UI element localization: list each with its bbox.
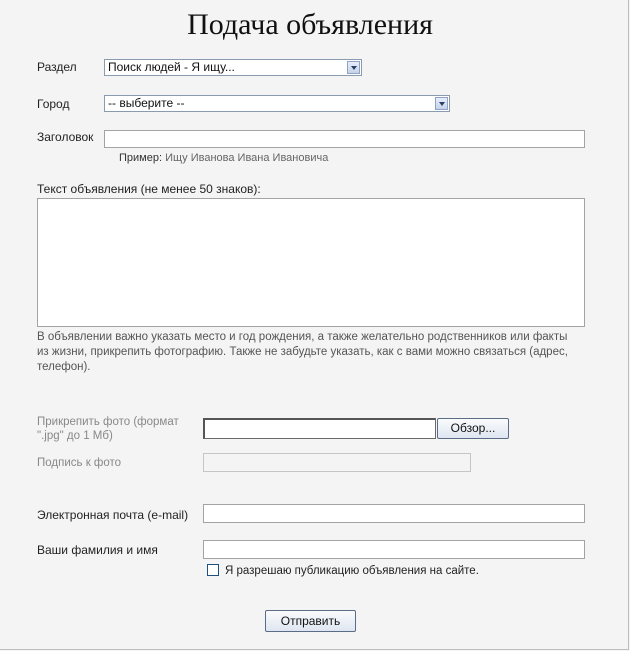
consent-label: Я разрешаю публикацию объявления на сайте.: [225, 565, 479, 577]
section-select-value: Поиск людей - Я ищу...: [108, 60, 235, 74]
photo-label-line1: Прикрепить фото (формат: [37, 416, 179, 428]
email-label: Электронная почта (e-mail): [37, 508, 189, 522]
page-title: Подача объявления: [187, 8, 433, 41]
email-input[interactable]: [203, 504, 585, 523]
section-select[interactable]: [104, 59, 362, 76]
city-select[interactable]: [104, 95, 450, 112]
city-label: Город: [37, 97, 70, 111]
browse-button[interactable]: Обзор...: [437, 418, 509, 439]
submit-button[interactable]: Отправить: [265, 610, 356, 632]
chevron-down-icon[interactable]: [347, 61, 360, 74]
heading-input[interactable]: [104, 130, 585, 148]
chevron-down-icon[interactable]: [435, 97, 448, 110]
name-label: Ваши фамилия и имя: [37, 543, 158, 557]
ad-text-label: Текст объявления (не менее 50 знаков):: [37, 182, 261, 196]
photo-caption-label: Подпись к фото: [37, 457, 122, 469]
photo-label-line2: ".jpg" до 1 Мб): [37, 430, 113, 442]
heading-example-text: Ищу Иванова Ивана Ивановича: [165, 152, 329, 164]
consent-checkbox[interactable]: [207, 564, 219, 576]
heading-label: Заголовок: [37, 130, 94, 144]
heading-example: [119, 152, 328, 164]
section-label: Раздел: [37, 60, 77, 74]
photo-caption-input: [203, 453, 471, 472]
city-select-value: -- выберите --: [108, 96, 185, 110]
photo-file-input[interactable]: [203, 418, 436, 439]
ad-text-textarea[interactable]: [37, 198, 585, 327]
ad-text-note: В объявлении важно указать место и год рождения, а также желательно родственников или факты из жизни, прикрепить фотографию. Также не забудьте указать, как с вами можно связаться (адрес, телефон).: [37, 331, 568, 373]
photo-label: [37, 415, 179, 443]
heading-example-label: Пример:: [119, 152, 163, 164]
name-input[interactable]: [203, 540, 585, 559]
